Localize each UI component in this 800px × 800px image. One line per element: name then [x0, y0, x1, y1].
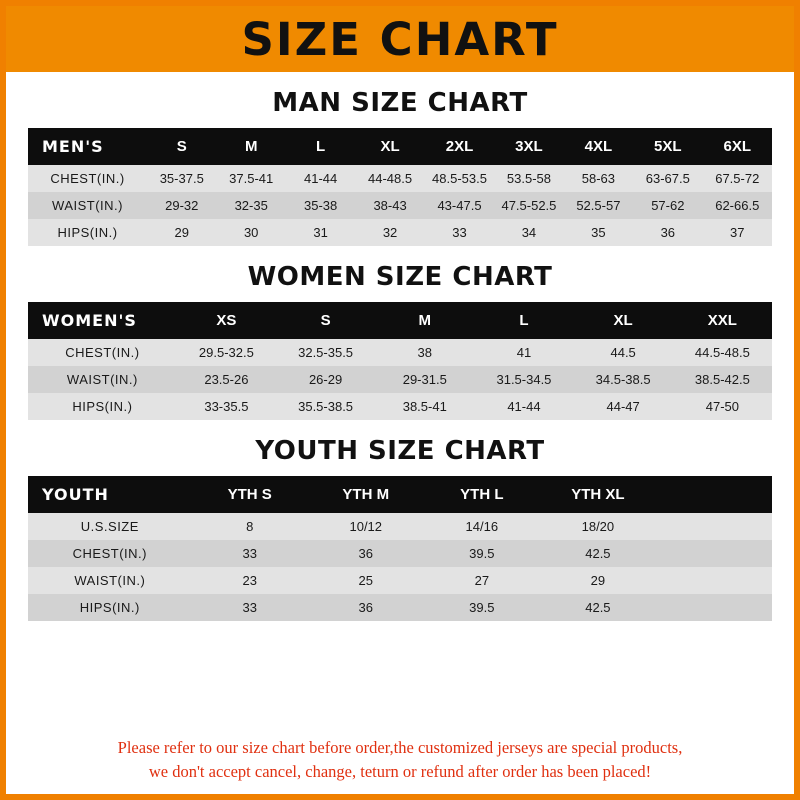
col-header-5xl: 5XL [633, 128, 702, 165]
table-row [28, 513, 772, 540]
cell: 10/12 [308, 513, 424, 540]
cell: 41-44 [474, 393, 573, 420]
col-header-xl: XL [355, 128, 424, 165]
youth-table-header [28, 476, 772, 513]
cell: 44-47 [574, 393, 673, 420]
section-women [28, 262, 772, 420]
col-header-s: S [276, 302, 375, 339]
cell: 18/20 [540, 513, 656, 540]
col-header-xxl: XXL [673, 302, 772, 339]
cell: 8 [192, 513, 308, 540]
col-header-yth-xl: YTH XL [540, 476, 656, 513]
col-header-m: M [375, 302, 474, 339]
cell: 33 [192, 540, 308, 567]
table-row [28, 393, 772, 420]
cell: 47.5-52.5 [494, 192, 563, 219]
cell: 39.5 [424, 594, 540, 621]
row-label-waist: WAIST(IN.) [28, 192, 147, 219]
cell: 29-31.5 [375, 366, 474, 393]
col-header-men: MEN'S [28, 128, 147, 165]
table-row [28, 540, 772, 567]
man-size-table [28, 128, 772, 246]
table-row [28, 594, 772, 621]
row-label-hips: HIPS(IN.) [28, 393, 177, 420]
col-header-3xl: 3XL [494, 128, 563, 165]
section-youth [28, 436, 772, 621]
col-header-womens: WOMEN'S [28, 302, 177, 339]
page-title: SIZE CHART [241, 12, 559, 66]
col-header-4xl: 4XL [564, 128, 633, 165]
cell: 38-43 [355, 192, 424, 219]
cell: 23.5-26 [177, 366, 276, 393]
row-label-waist: WAIST(IN.) [28, 366, 177, 393]
cell: 29-32 [147, 192, 216, 219]
cell: 27 [424, 567, 540, 594]
cell: 48.5-53.5 [425, 165, 494, 192]
cell: 33 [425, 219, 494, 246]
cell: 25 [308, 567, 424, 594]
section-title-man: MAN SIZE CHART [272, 88, 528, 118]
cell: 29 [147, 219, 216, 246]
cell: 43-47.5 [425, 192, 494, 219]
cell-spacer [656, 567, 772, 594]
col-header-l: L [286, 128, 355, 165]
cell: 38.5-41 [375, 393, 474, 420]
cell: 38 [375, 339, 474, 366]
cell: 32.5-35.5 [276, 339, 375, 366]
table-row [28, 192, 772, 219]
table-row [28, 165, 772, 192]
cell: 26-29 [276, 366, 375, 393]
cell: 39.5 [424, 540, 540, 567]
cell: 29.5-32.5 [177, 339, 276, 366]
footer-disclaimer [6, 736, 794, 784]
col-header-m: M [216, 128, 285, 165]
cell-spacer [656, 594, 772, 621]
col-header-yth-l: YTH L [424, 476, 540, 513]
cell: 58-63 [564, 165, 633, 192]
table-row [28, 339, 772, 366]
cell: 57-62 [633, 192, 702, 219]
cell: 38.5-42.5 [673, 366, 772, 393]
cell: 14/16 [424, 513, 540, 540]
cell: 32-35 [216, 192, 285, 219]
cell: 35.5-38.5 [276, 393, 375, 420]
row-label-chest: CHEST(IN.) [28, 540, 192, 567]
cell: 36 [308, 594, 424, 621]
footer-line-1: Please refer to our size chart before order,the customized jerseys are special products, [117, 738, 683, 758]
col-header-xl: XL [574, 302, 673, 339]
col-header-yth-m: YTH M [308, 476, 424, 513]
cell-spacer [656, 540, 772, 567]
row-label-chest: CHEST(IN.) [28, 339, 177, 366]
section-title-women: WOMEN SIZE CHART [247, 262, 553, 292]
cell: 34 [494, 219, 563, 246]
cell: 31.5-34.5 [474, 366, 573, 393]
women-size-table [28, 302, 772, 420]
cell: 31 [286, 219, 355, 246]
youth-size-table [28, 476, 772, 621]
cell: 35-37.5 [147, 165, 216, 192]
col-header-youth: YOUTH [28, 476, 192, 513]
col-header-xs: XS [177, 302, 276, 339]
table-header-row [28, 128, 772, 165]
row-label-us-size: U.S.SIZE [28, 513, 192, 540]
cell: 33-35.5 [177, 393, 276, 420]
cell: 44.5 [574, 339, 673, 366]
col-header-s: S [147, 128, 216, 165]
cell: 37.5-41 [216, 165, 285, 192]
cell: 52.5-57 [564, 192, 633, 219]
table-row [28, 567, 772, 594]
cell: 37 [703, 219, 772, 246]
section-man [28, 88, 772, 246]
col-header-spacer [656, 476, 772, 513]
row-label-chest: CHEST(IN.) [28, 165, 147, 192]
man-table-body [28, 165, 772, 246]
cell: 41 [474, 339, 573, 366]
row-label-hips: HIPS(IN.) [28, 594, 192, 621]
row-label-hips: HIPS(IN.) [28, 219, 147, 246]
cell: 62-66.5 [703, 192, 772, 219]
cell: 36 [633, 219, 702, 246]
cell: 63-67.5 [633, 165, 702, 192]
cell: 23 [192, 567, 308, 594]
col-header-6xl: 6XL [703, 128, 772, 165]
cell: 42.5 [540, 540, 656, 567]
col-header-yth-s: YTH S [192, 476, 308, 513]
women-table-header [28, 302, 772, 339]
cell: 67.5-72 [703, 165, 772, 192]
cell: 41-44 [286, 165, 355, 192]
header-banner [6, 6, 794, 72]
cell: 34.5-38.5 [574, 366, 673, 393]
col-header-2xl: 2XL [425, 128, 494, 165]
cell: 47-50 [673, 393, 772, 420]
table-header-row [28, 476, 772, 513]
cell: 33 [192, 594, 308, 621]
cell: 53.5-58 [494, 165, 563, 192]
table-header-row [28, 302, 772, 339]
row-label-waist: WAIST(IN.) [28, 567, 192, 594]
cell: 44.5-48.5 [673, 339, 772, 366]
cell: 35-38 [286, 192, 355, 219]
cell: 29 [540, 567, 656, 594]
cell: 35 [564, 219, 633, 246]
section-title-youth: YOUTH SIZE CHART [255, 436, 545, 466]
cell: 42.5 [540, 594, 656, 621]
cell: 32 [355, 219, 424, 246]
footer-line-2: we don't accept cancel, change, teturn or refund after order has been placed! [148, 762, 652, 782]
man-table-header [28, 128, 772, 165]
col-header-l: L [474, 302, 573, 339]
cell: 36 [308, 540, 424, 567]
women-table-body [28, 339, 772, 420]
table-row [28, 366, 772, 393]
chart-content [6, 88, 794, 621]
cell-spacer [656, 513, 772, 540]
youth-table-body [28, 513, 772, 621]
cell: 30 [216, 219, 285, 246]
table-row [28, 219, 772, 246]
cell: 44-48.5 [355, 165, 424, 192]
